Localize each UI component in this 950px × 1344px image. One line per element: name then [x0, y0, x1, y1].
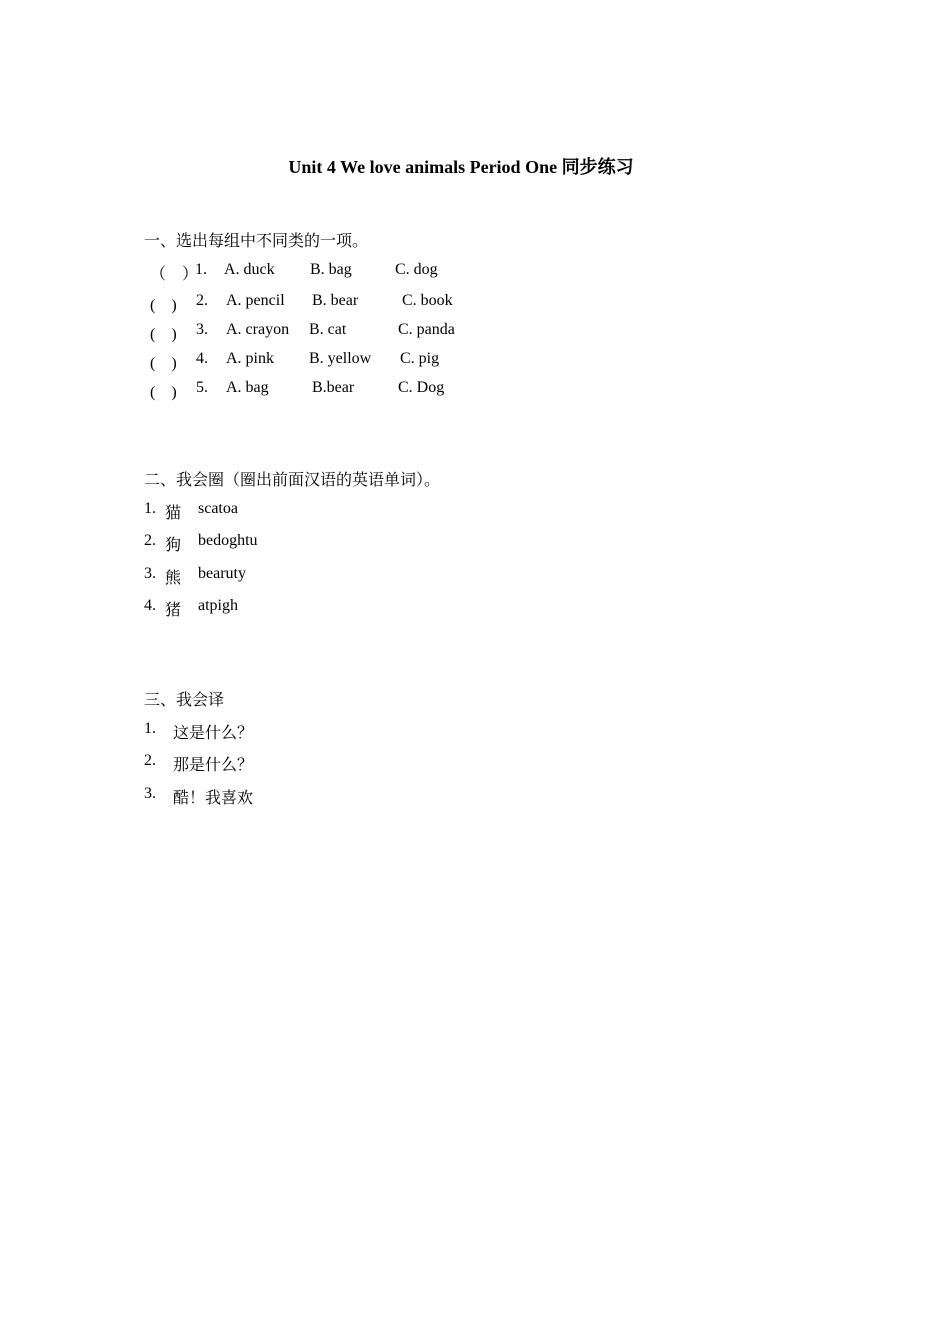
option-c: C. book — [402, 292, 453, 309]
option-b: B. bear — [312, 292, 359, 309]
option-b: B. bag — [310, 261, 352, 278]
item-number: 1. — [144, 500, 156, 517]
option-b: B.bear — [312, 379, 355, 396]
item-number: 3. — [144, 785, 156, 802]
option-c: C. Dog — [398, 379, 445, 396]
translation-prompt: 酷！我喜欢 — [173, 790, 254, 807]
letter-string[interactable]: scatoa — [198, 500, 238, 517]
question-number: 2. — [196, 292, 208, 309]
option-c: C. pig — [400, 350, 440, 367]
section1-heading: 一、选出每组中不同类的一项。 — [144, 233, 369, 250]
question-number: 4. — [196, 350, 208, 367]
chinese-word: 猫 — [165, 505, 182, 522]
item-number: 2. — [144, 532, 156, 549]
section3-heading: 三、我会译 — [144, 692, 225, 709]
letter-string[interactable]: bearuty — [198, 565, 246, 582]
option-a: A. pencil — [226, 292, 285, 309]
option-b: B. yellow — [309, 350, 372, 367]
item-number: 2. — [144, 752, 156, 769]
section2-heading: 二、我会圈（圈出前面汉语的英语单词）。 — [144, 472, 441, 489]
item-number: 3. — [144, 565, 156, 582]
translation-prompt: 这是什么？ — [173, 725, 254, 742]
translation-prompt: 那是什么？ — [173, 757, 254, 774]
question-number: 5. — [196, 379, 208, 396]
chinese-word: 狗 — [165, 537, 182, 554]
answer-paren[interactable]: ( ) — [150, 355, 177, 372]
letter-string[interactable]: atpigh — [198, 597, 238, 614]
answer-paren[interactable]: ( ) — [150, 326, 177, 343]
option-a: A. bag — [226, 379, 269, 396]
answer-paren[interactable]: ( ) — [150, 384, 177, 401]
option-b: B. cat — [309, 321, 347, 338]
question-number: 1. — [195, 261, 207, 278]
chinese-word: 熊 — [165, 570, 182, 587]
answer-paren[interactable]: （ ） — [150, 266, 199, 283]
option-c: C. dog — [395, 261, 438, 278]
item-number: 1. — [144, 720, 156, 737]
question-number: 3. — [196, 321, 208, 338]
option-c: C. panda — [398, 321, 455, 338]
item-number: 4. — [144, 597, 156, 614]
option-a: A. crayon — [226, 321, 290, 338]
option-a: A. duck — [224, 261, 275, 278]
chinese-word: 猪 — [165, 602, 182, 619]
option-a: A. pink — [226, 350, 274, 367]
page-title: Unit 4 We love animals Period One 同步练习 — [288, 157, 634, 177]
answer-paren[interactable]: ( ) — [150, 297, 177, 314]
letter-string[interactable]: bedoghtu — [198, 532, 258, 549]
